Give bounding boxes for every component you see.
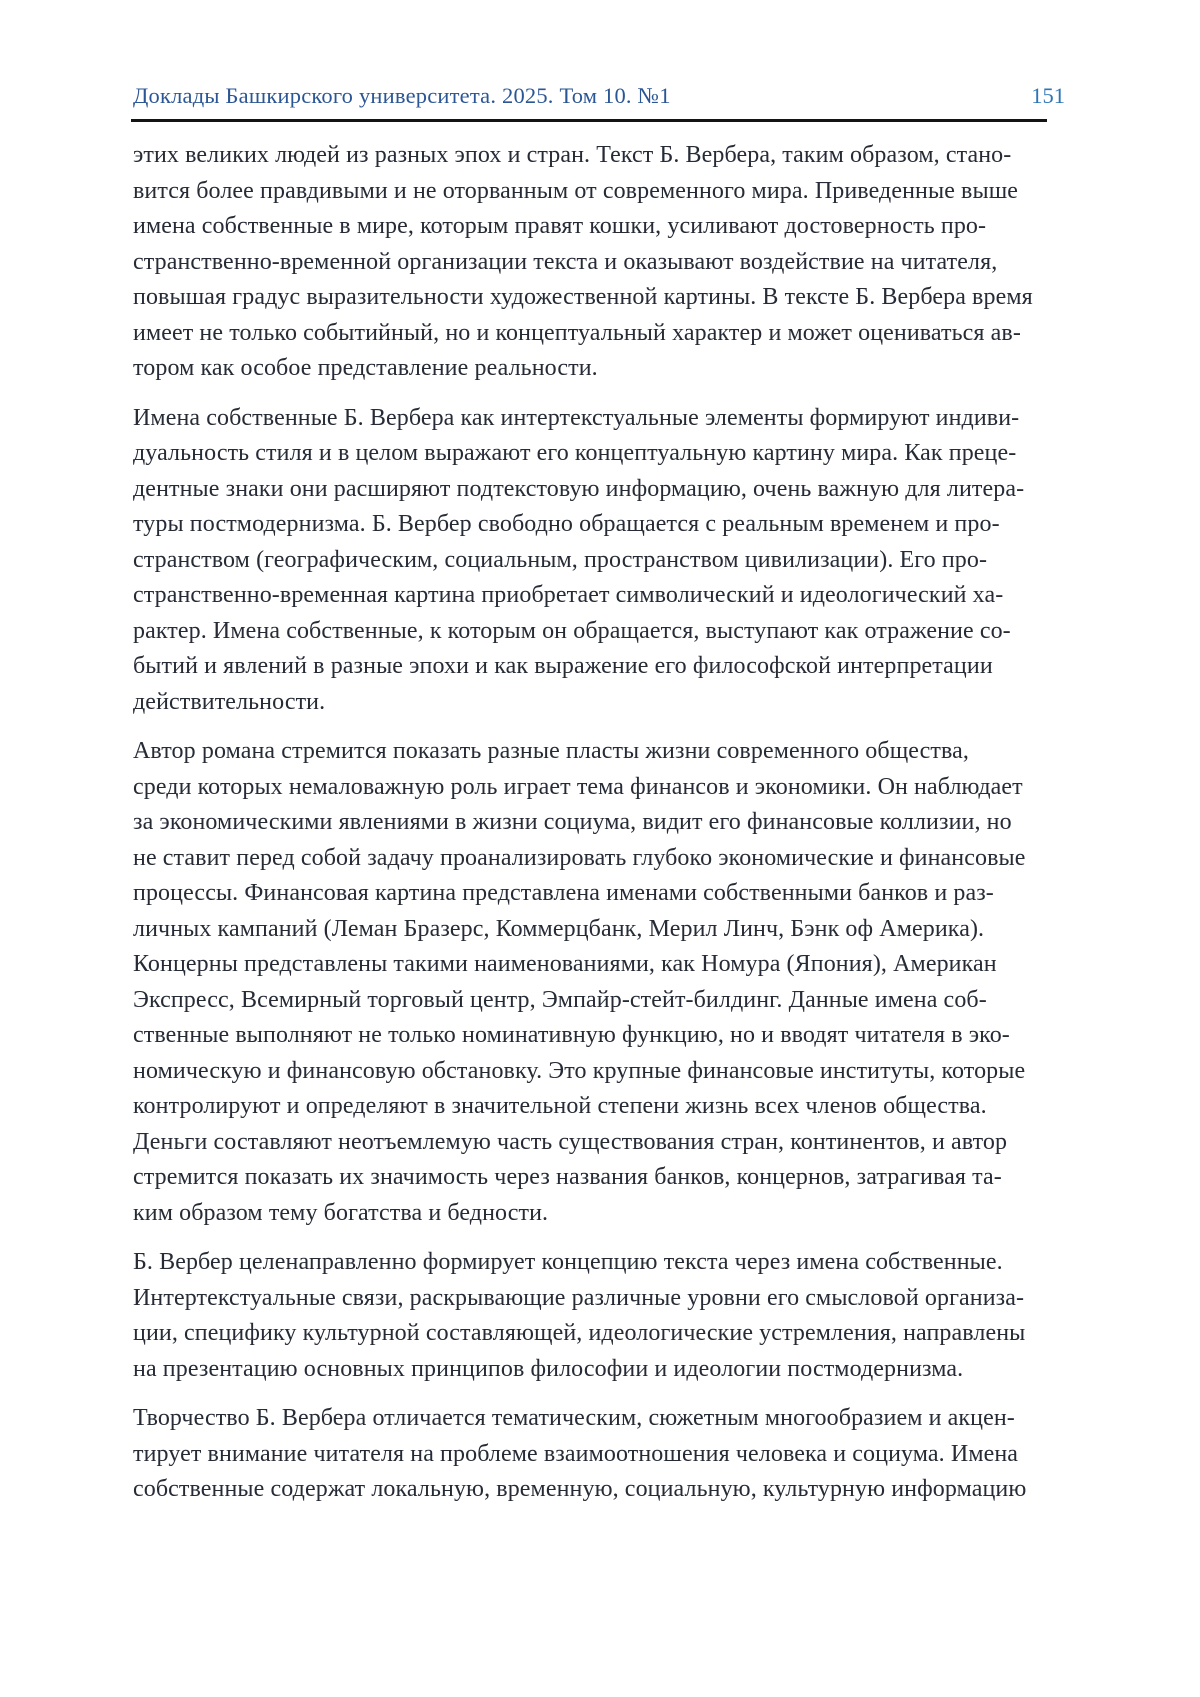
- text-line: среди которых немаловажную роль играет тема финансов и экономики. Он наблюдает: [133, 773, 1023, 800]
- page-number: 151: [1031, 83, 1065, 108]
- text-line: на презентацию основных принципов философии и идеологии постмодернизма.: [133, 1355, 964, 1382]
- text-line: рактер. Имена собственные, к которым он обращается, выступают как отражение со-: [133, 617, 1011, 644]
- text-line: тирует внимание читателя на проблеме взаимоотношения человека и социума. Имена: [133, 1440, 1019, 1467]
- header-rule: [131, 119, 1047, 122]
- running-header: [133, 82, 1065, 110]
- text-line: контролируют и определяют в значительной степени жизнь всех членов общества.: [133, 1093, 987, 1119]
- paragraph: [133, 138, 1078, 387]
- text-line: повышая градус выразительности художественной картины. В тексте Б. Вербера время: [133, 284, 1033, 310]
- text-line: странственно-временная картина приобретает символический и идеологический ха-: [133, 582, 1004, 608]
- text-line: тором как особое представление реальности.: [133, 355, 598, 381]
- text-line: дентные знаки они расширяют подтекстовую информацию, очень важную для литера-: [133, 475, 1025, 502]
- paragraph: [133, 734, 1078, 1231]
- text-line: личных кампаний (Леман Бразерс, Коммерцбанк, Мерил Линч, Бэнк оф Америка).: [133, 915, 985, 942]
- text-line: имеет не только событийный, но и концептуальный характер и может оцениваться ав-: [133, 319, 1021, 346]
- text-line: номическую и финансовую обстановку. Это крупные финансовые институты, которые: [133, 1057, 1026, 1084]
- text-line: собственные содержат локальную, временную, социальную, культурную информацию: [133, 1476, 1027, 1502]
- text-line: Экспресс, Всемирный торговый центр, Эмпайр-стейт-билдинг. Данные имена соб-: [133, 986, 987, 1013]
- text-line: Творчество Б. Вербера отличается тематическим, сюжетным многообразием и акцен-: [133, 1405, 1015, 1431]
- text-line: этих великих людей из разных эпох и стран. Текст Б. Вербера, таким образом, стано-: [133, 142, 1012, 168]
- text-line: туры постмодернизма. Б. Вербер свободно обращается с реальным временем и про-: [133, 511, 1000, 537]
- text-line: не ставит перед собой задачу проанализировать глубоко экономические и финансовые: [133, 844, 1026, 871]
- text-line: процессы. Финансовая картина представлена именами собственными банков и раз-: [133, 880, 994, 906]
- text-line: Автор романа стремится показать разные пласты жизни современного общества,: [133, 738, 969, 764]
- text-line: Концерны представлены такими наименованиями, как Номура (Япония), Американ: [133, 951, 997, 977]
- text-line: ственные выполняют не только номинативную функцию, но и вводят читателя в эко-: [133, 1022, 1010, 1048]
- text-line: Деньги составляют неотъемлемую часть существования стран, континентов, и автор: [133, 1128, 1008, 1155]
- paragraph: [133, 401, 1078, 721]
- text-line: бытий и явлений в разные эпохи и как выражение его философской интерпретации: [133, 653, 993, 679]
- paragraph: [133, 1245, 1078, 1387]
- text-line: странством (географическим, социальным, пространством цивилизации). Его про-: [133, 546, 988, 573]
- paragraph: [133, 1401, 1078, 1508]
- text-line: имена собственные в мире, которым правят кошки, усиливают достоверность про-: [133, 213, 987, 239]
- text-line: странственно-временной организации текста и оказывают воздействие на читателя,: [133, 248, 998, 275]
- text-line: действительности.: [133, 688, 326, 715]
- text-line: ции, специфику культурной составляющей, идеологические устремления, направлены: [133, 1320, 1026, 1346]
- text-line: ким образом тему богатства и бедности.: [133, 1199, 549, 1226]
- document-body: [133, 138, 1078, 1522]
- text-line: стремится показать их значимость через названия банков, концернов, затрагивая та-: [133, 1164, 1002, 1190]
- text-line: вится более правдивыми и не оторванным от современного мира. Приведенные выше: [133, 177, 1019, 204]
- text-line: дуальность стиля и в целом выражают его концептуальную картину мира. Как преце-: [133, 440, 1017, 466]
- text-line: за экономическими явлениями в жизни социума, видит его финансовые коллизии, но: [133, 809, 1012, 835]
- journal-title: Доклады Башкирского университета. 2025. Том 10. №1: [133, 83, 671, 108]
- text-line: Б. Вербер целенаправленно формирует концепцию текста через имена собственные.: [133, 1249, 1003, 1275]
- text-line: Имена собственные Б. Вербера как интертекстуальные элементы формируют индиви-: [133, 404, 1020, 431]
- text-line: Интертекстуальные связи, раскрывающие различные уровни его смысловой организа-: [133, 1284, 1025, 1311]
